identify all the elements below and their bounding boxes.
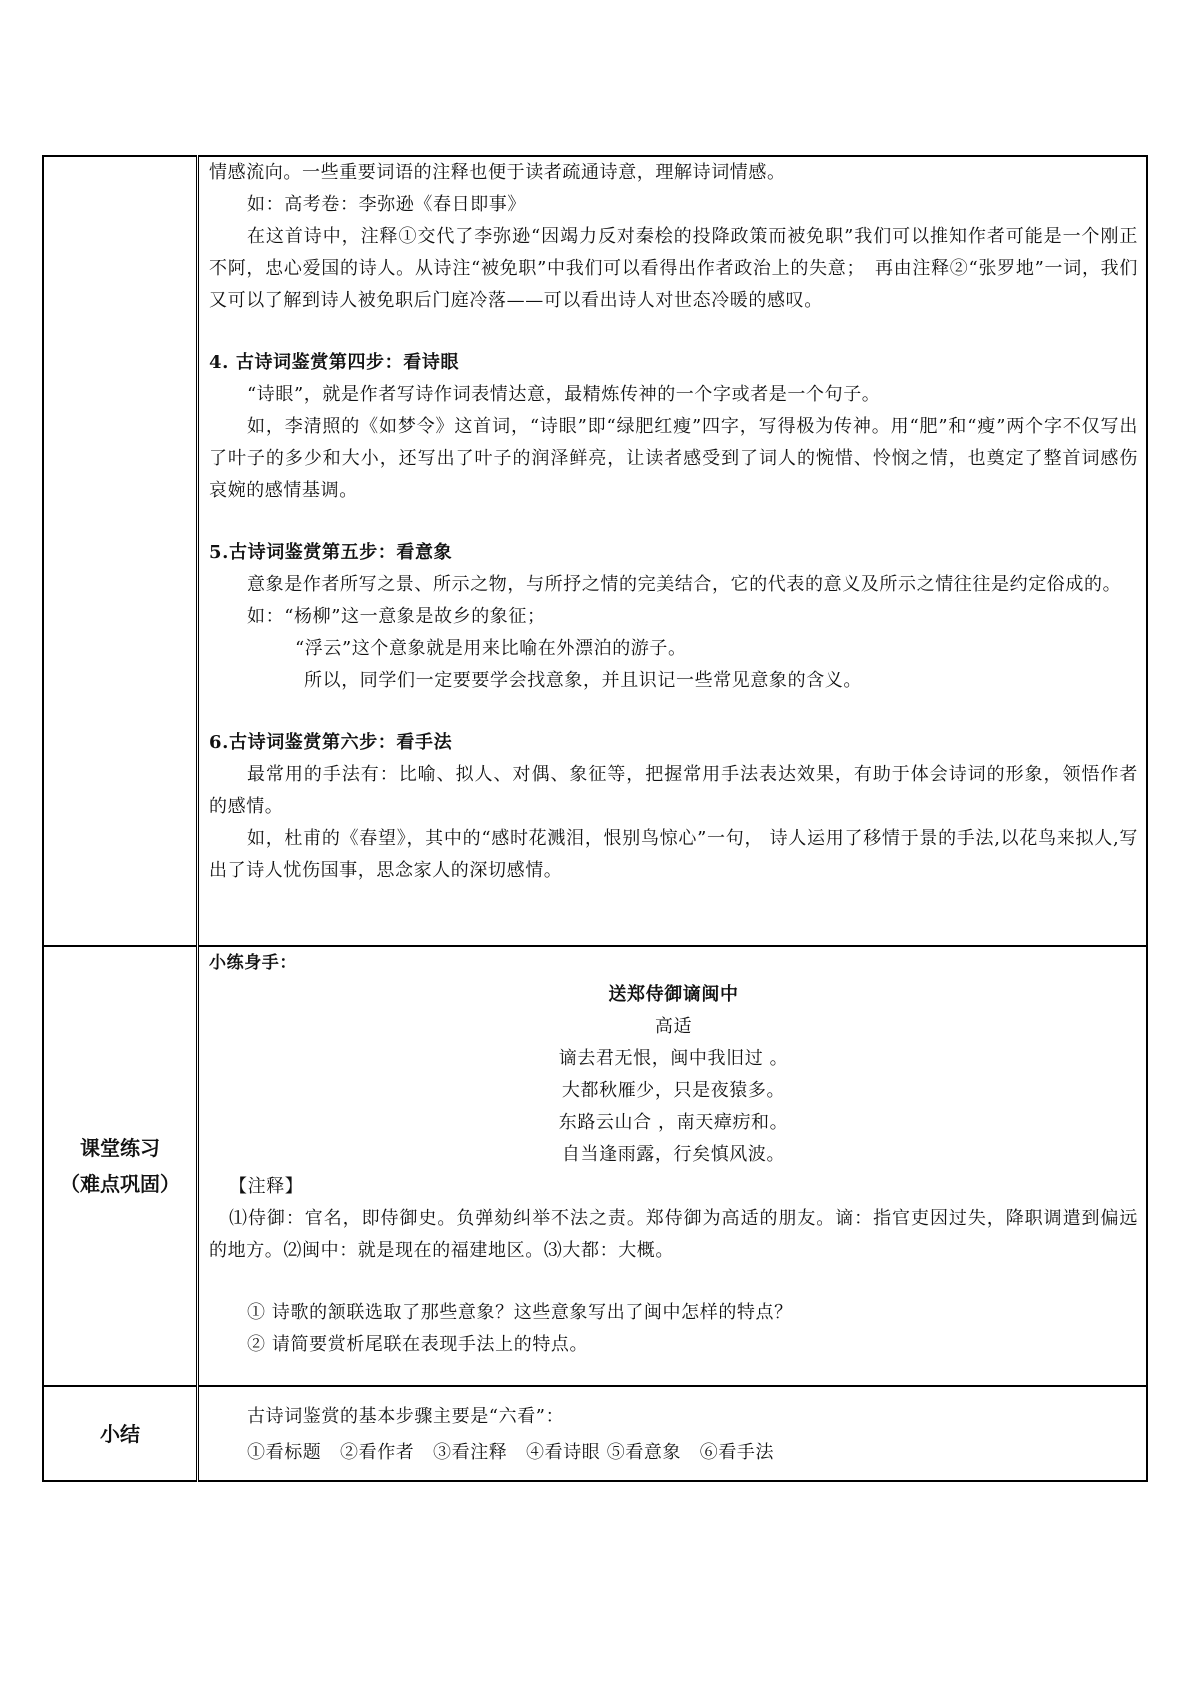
- step4-example: 如，李清照的《如梦令》这首词，“诗眼”即“绿肥红瘦”四字，写得极为传神。用“肥”和“瘦”两个字不仅写出了叶子的多少和大小，还写出了叶子的润泽鲜亮，让读者感受到了词人的惋惜、怜悯之情，也奠定了整首词感伤哀婉的感情基调。: [209, 416, 1138, 501]
- practice-content-cell: [198, 946, 1148, 1386]
- step6-definition: 最常用的手法有：比喻、拟人、对偶、象征等，把握常用手法表达效果，有助于体会诗词的形象，领悟作者的感情。: [209, 764, 1138, 817]
- lesson-table: [42, 155, 1148, 1482]
- poem-line: 自当逢雨露，行矣慎风波。: [561, 1144, 786, 1165]
- notes-heading: 【注释】: [229, 1176, 304, 1197]
- practice-title: 小练身手：: [209, 953, 297, 973]
- method-steps-cell: [198, 156, 1148, 946]
- step4-definition: “诗眼”，就是作者写诗作词表情达意，最精炼传神的一个字或者是一个句子。: [247, 384, 881, 405]
- example-analysis: 在这首诗中，注释①交代了李弥逊“因竭力反对秦桧的投降政策而被免职”我们可以推知作者可能是一个刚正不阿，忠心爱国的诗人。从诗注“被免职”中我们可以看得出作者政治上的失意； 再由注释②“张罗地”一词，我们又可以了解到诗人被免职后门庭冷落——可以看出诗人对世态冷暖的感叹。: [209, 226, 1138, 311]
- practice-label: 课堂练习: [80, 1136, 160, 1160]
- step6-example: 如，杜甫的《春望》，其中的“感时花溅泪，恨别鸟惊心”一句， 诗人运用了移情于景的手法,以花鸟来拟人,写出了诗人忧伤国事，思念家人的深切感情。: [209, 828, 1138, 881]
- step5-heading: 5.古诗词鉴赏第五步：看意象: [209, 542, 453, 563]
- row-method-steps: [43, 156, 1147, 946]
- spacer: [209, 1267, 1138, 1297]
- poem-title: 送郑侍御谪闽中: [608, 984, 739, 1005]
- notes-text: ⑴侍御：官名，即侍御史。负弹劾纠举不法之责。郑侍御为高适的朋友。谪：指官吏因过失，降职调遣到偏远的地方。⑵闽中：就是现在的福建地区。⑶大都：大概。: [209, 1208, 1138, 1261]
- step5-example2: “浮云”这个意象就是用来比喻在外漂泊的游子。: [295, 638, 687, 659]
- continued-text: 情感流向。一些重要词语的注释也便于读者疏通诗意，理解诗词情感。: [209, 162, 786, 183]
- poem-author: 高适: [654, 1016, 693, 1037]
- poem-line: 谪去君无恨，闽中我旧过 。: [558, 1048, 789, 1069]
- step4-heading: 4. 古诗词鉴赏第四步：看诗眼: [209, 352, 460, 373]
- row-label-empty: [43, 156, 198, 946]
- summary-label: 小结: [100, 1421, 140, 1446]
- poem-line: 大都秋雁少，只是夜猿多。: [561, 1080, 786, 1101]
- question-1: ① 诗歌的颔联选取了那些意象？这些意象写出了闽中怎样的特点？: [247, 1302, 793, 1323]
- step5-example1: 如：“杨柳”这一意象是故乡的象征；: [247, 606, 546, 627]
- practice-label-cell: [43, 946, 198, 1386]
- summary-line1: 古诗词鉴赏的基本步骤主要是“六看”：: [247, 1406, 565, 1427]
- summary-content-cell: [198, 1386, 1148, 1481]
- question-2: ② 请简要赏析尾联在表现手法上的特点。: [247, 1334, 589, 1355]
- step6-heading: 6.古诗词鉴赏第六步：看手法: [209, 732, 453, 753]
- row-summary: [43, 1386, 1147, 1481]
- summary-line2: ①看标题 ②看作者 ③看注释 ④看诗眼 ⑤看意象 ⑥看手法: [247, 1442, 775, 1463]
- row-classroom-practice: [43, 946, 1147, 1386]
- example-intro: 如：高考卷：李弥逊《春日即事》: [247, 194, 526, 215]
- poem-line: 东路云山合 ，南天瘴疠和。: [558, 1112, 789, 1133]
- step5-definition: 意象是作者所写之景、所示之物，与所抒之情的完美结合，它的代表的意义及所示之情往往是约定俗成的。: [247, 574, 1122, 595]
- practice-sublabel: （难点巩固）: [60, 1172, 180, 1196]
- step5-advice: 所以，同学们一定要要学会找意象，并且识记一些常见意象的含义。: [304, 670, 862, 691]
- summary-label-cell: [43, 1386, 198, 1481]
